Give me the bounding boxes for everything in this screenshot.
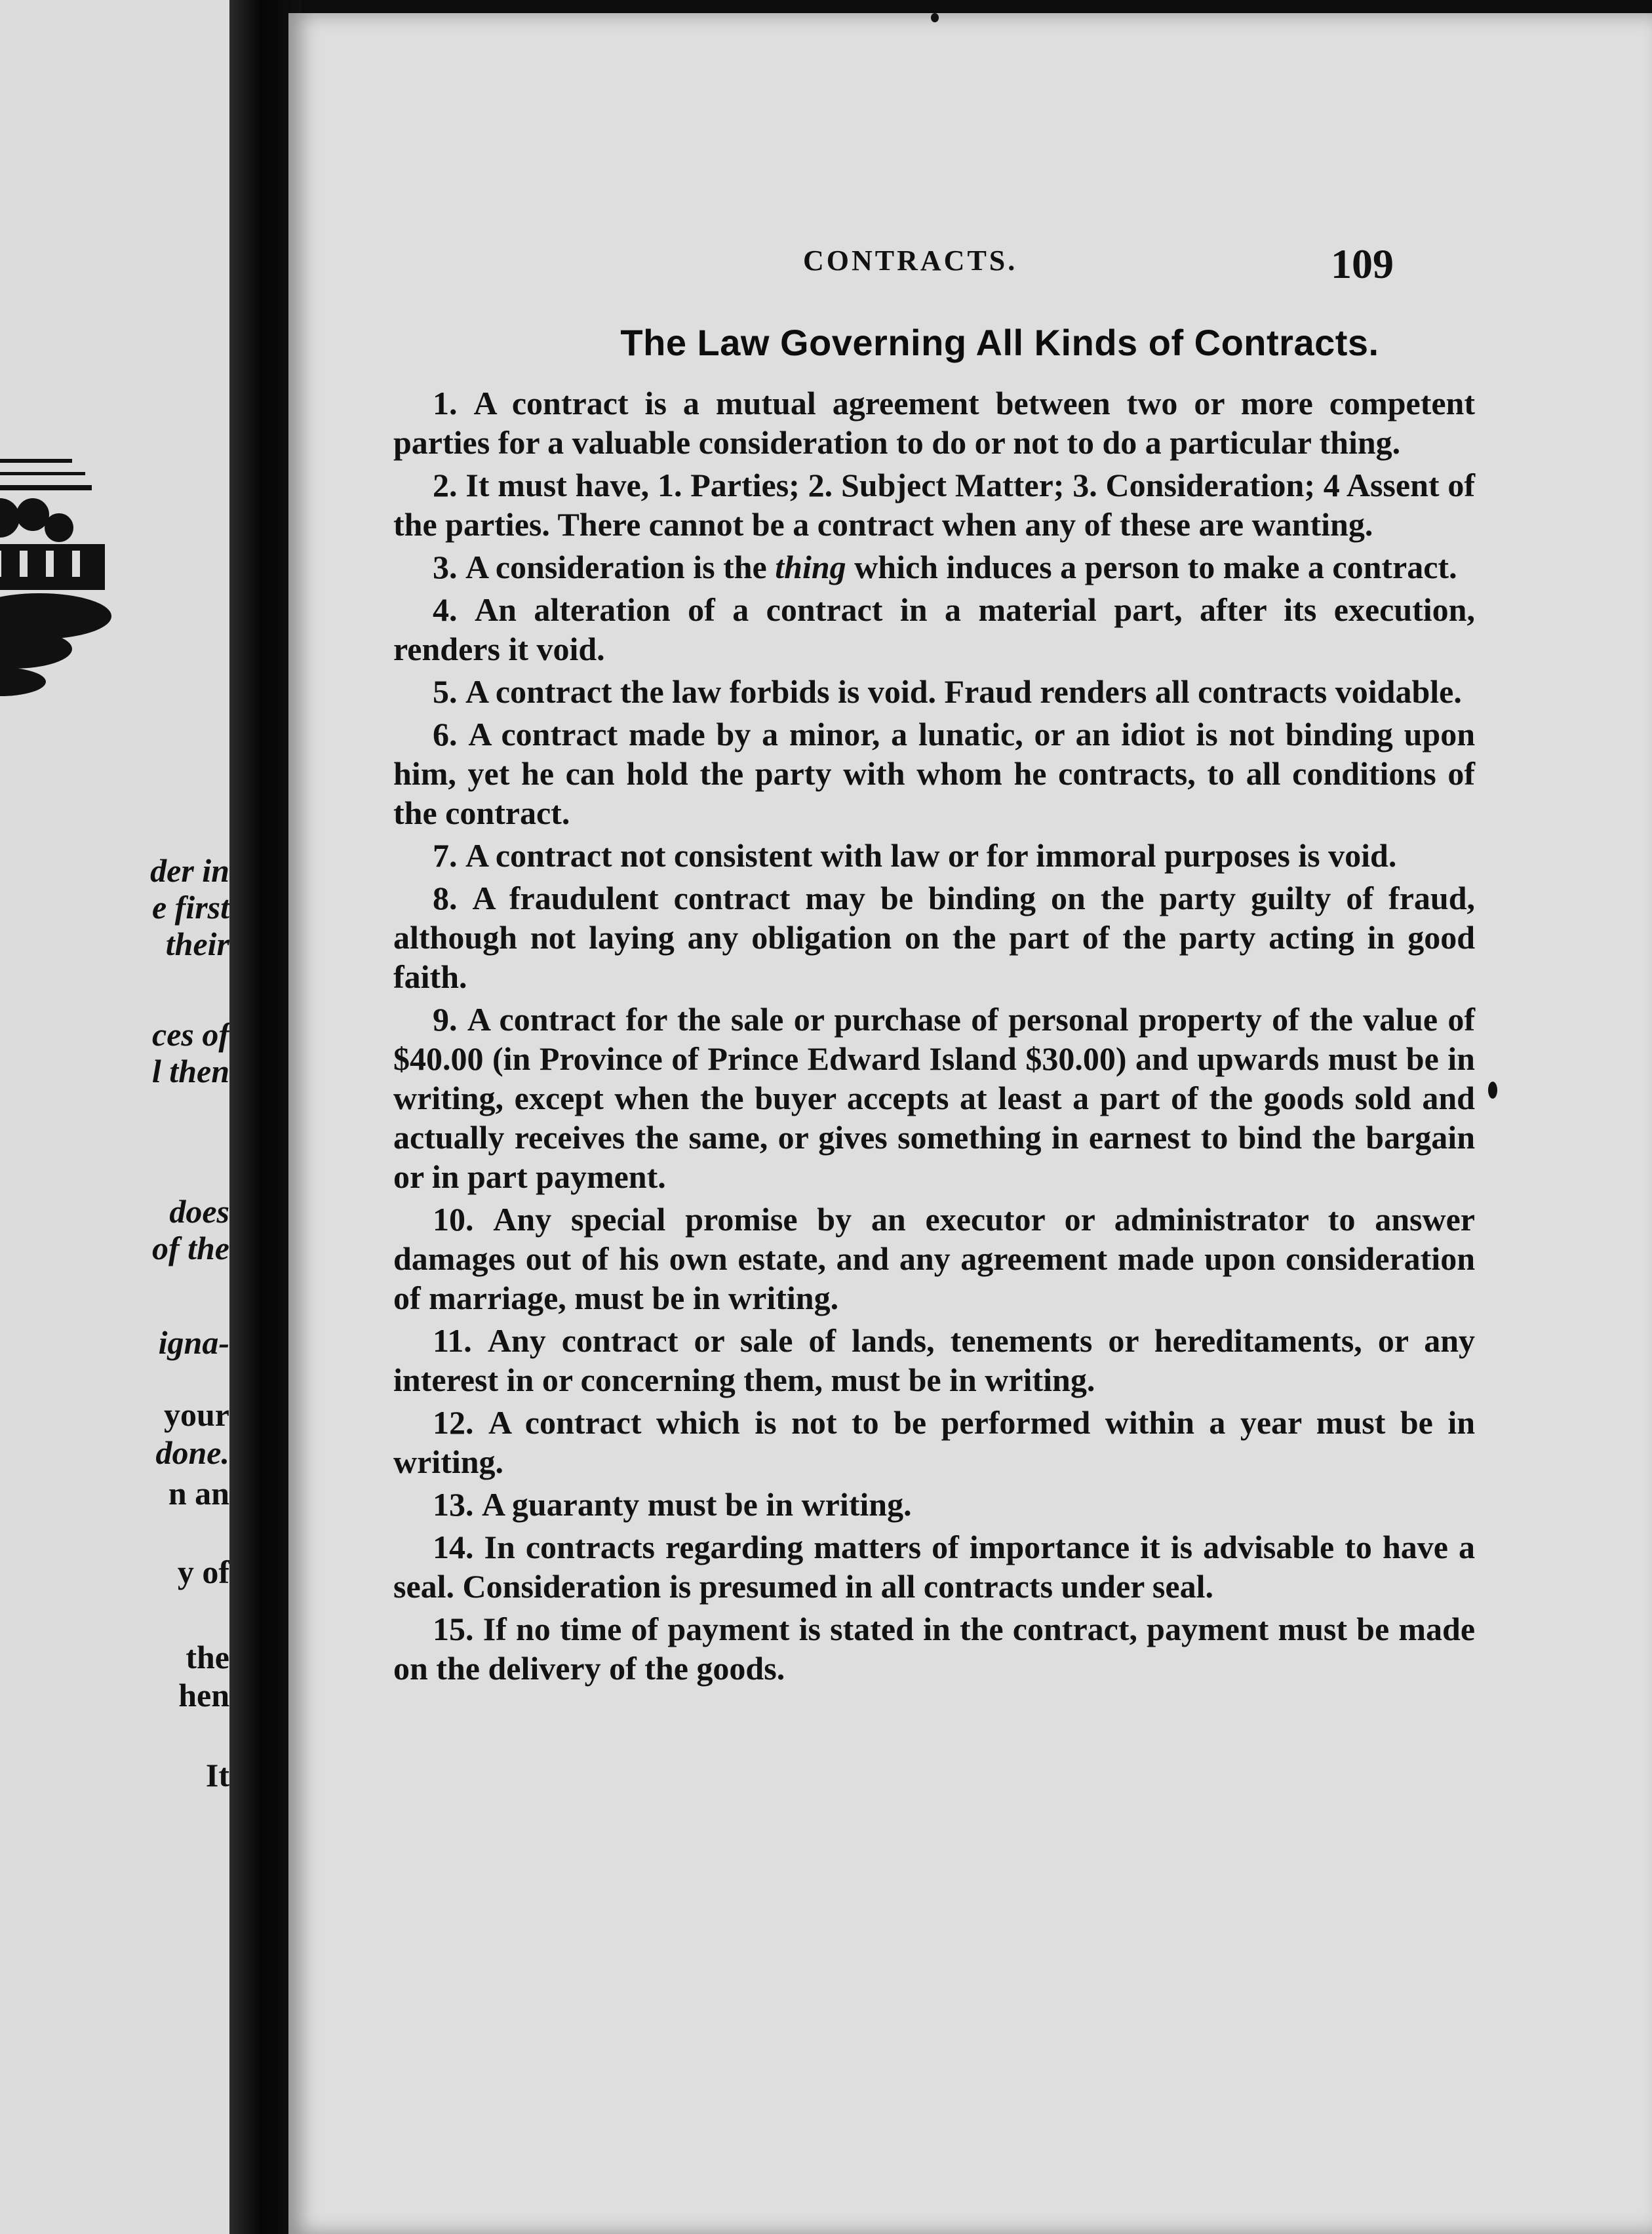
facing-page-line: the [186, 1639, 229, 1676]
rule-text: A guaranty must be in writing. [482, 1486, 912, 1523]
facing-page-line: their [165, 926, 229, 962]
facing-page-line: igna- [158, 1324, 229, 1361]
rule-text: If no time of payment is stated in the contract, payment must be made on the delivery of the goods. [393, 1611, 1476, 1687]
rule-item [393, 1200, 1475, 1318]
rule-number: 11. [433, 1322, 472, 1359]
rule-item [393, 1485, 1475, 1524]
facing-page-line: done. [155, 1434, 229, 1471]
rule-item [393, 836, 1475, 875]
rule-item [393, 1000, 1475, 1196]
rule-item [393, 547, 1475, 587]
rule-item [393, 672, 1475, 711]
rule-emphasis: thing [775, 549, 846, 585]
rule-item [393, 715, 1475, 833]
rule-text: A contract is a mutual agreement between two or more competent parties for a valuable consideration to do or not to do a particular thing. [393, 385, 1475, 461]
facing-page-line: n an [168, 1475, 229, 1512]
rule-item [393, 590, 1475, 669]
running-head [288, 241, 1652, 296]
rule-number: 5. [433, 673, 458, 710]
rule-text: A contract made by a minor, a lunatic, or an idiot is not binding upon him, yet he can hold the party with whom he contracts, to all conditions of the contract. [393, 716, 1476, 831]
rule-text: It must have, 1. Parties; 2. Subject Matter; 3. Consideration; 4 Assent of the parties. There cannot be a contract when any of these are wanting. [393, 467, 1476, 543]
rule-text: A fraudulent contract may be binding on the party guilty of fraud, although not laying any obligation on the part of the party acting in good faith. [393, 880, 1476, 995]
facing-page-line: y of [177, 1554, 229, 1590]
facing-page-line: l then [151, 1053, 229, 1089]
rule-number: 10. [433, 1201, 474, 1238]
rule-number: 1. [433, 385, 458, 421]
rules-list [393, 383, 1475, 1691]
book-page [288, 13, 1652, 2234]
rule-number: 3. [433, 549, 458, 585]
ink-speck [1488, 1082, 1497, 1099]
rule-number: 6. [433, 716, 458, 753]
facing-page-line: of the [151, 1230, 229, 1266]
rule-number: 14. [433, 1529, 474, 1565]
page-number: 109 [1331, 241, 1394, 287]
running-title: CONTRACTS. [803, 245, 1018, 277]
rule-number: 9. [433, 1001, 458, 1038]
rule-text: An alteration of a contract in a material part, after its execution, renders it void. [393, 591, 1475, 667]
rule-text: Any contract or sale of lands, tenements or hereditaments, or any interest in or concerning them, must be in writing. [393, 1322, 1476, 1398]
rule-text: Any special promise by an executor or administrator to answer damages out of his own estate, and any agreement made upon consideration of marriage, must be in writing. [393, 1201, 1475, 1316]
facing-page-line: does [169, 1193, 229, 1230]
facing-page-fragment [0, 0, 229, 2234]
facing-page-line: der in [150, 852, 229, 889]
engraving-illustration-fragment [0, 420, 125, 721]
rule-number: 7. [433, 837, 458, 874]
facing-page-line: ces of [152, 1016, 229, 1053]
rule-number: 8. [433, 880, 458, 916]
rule-item [393, 1403, 1475, 1481]
rule-item [393, 878, 1475, 996]
facing-page-line: e first [151, 889, 229, 926]
facing-page-line: your [164, 1396, 229, 1433]
facing-page-line: hen [178, 1677, 229, 1714]
rule-text: A contract for the sale or purchase of personal property of the value of $40.00 (in Province of Prince Edward Island $30.00) and upwards must be in writing, except when the buyer accepts at least a part of the goods sold and actually receives the same, or gives something in earnest to bind the bargain or in part payment. [393, 1001, 1476, 1195]
rule-number: 4. [433, 591, 458, 628]
rule-text: A contract which is not to be performed within a year must be in writing. [393, 1404, 1476, 1480]
rule-text: In contracts regarding matters of importance it is advisable to have a seal. Consideration is presumed in all contracts under seal. [393, 1529, 1476, 1605]
rule-item [393, 383, 1475, 462]
rule-number: 12. [433, 1404, 474, 1441]
rule-text: A contract not consistent with law or for immoral purposes is void. [465, 837, 1397, 874]
rule-number: 15. [433, 1611, 474, 1647]
rule-item [393, 1527, 1475, 1606]
rule-number: 2. [433, 467, 458, 503]
rule-number: 13. [433, 1486, 474, 1523]
rule-text: which induces a person to make a contract. [846, 549, 1457, 585]
rule-item [393, 1609, 1475, 1688]
rule-item [393, 1321, 1475, 1400]
facing-page-line: It [205, 1757, 229, 1793]
page-heading: The Law Governing All Kinds of Contracts. [620, 322, 1379, 363]
rule-item [393, 465, 1475, 544]
rule-text: A consideration is the [465, 549, 776, 585]
rule-text: A contract the law forbids is void. Fraud renders all contracts voidable. [465, 673, 1462, 710]
ink-speck [931, 13, 939, 22]
